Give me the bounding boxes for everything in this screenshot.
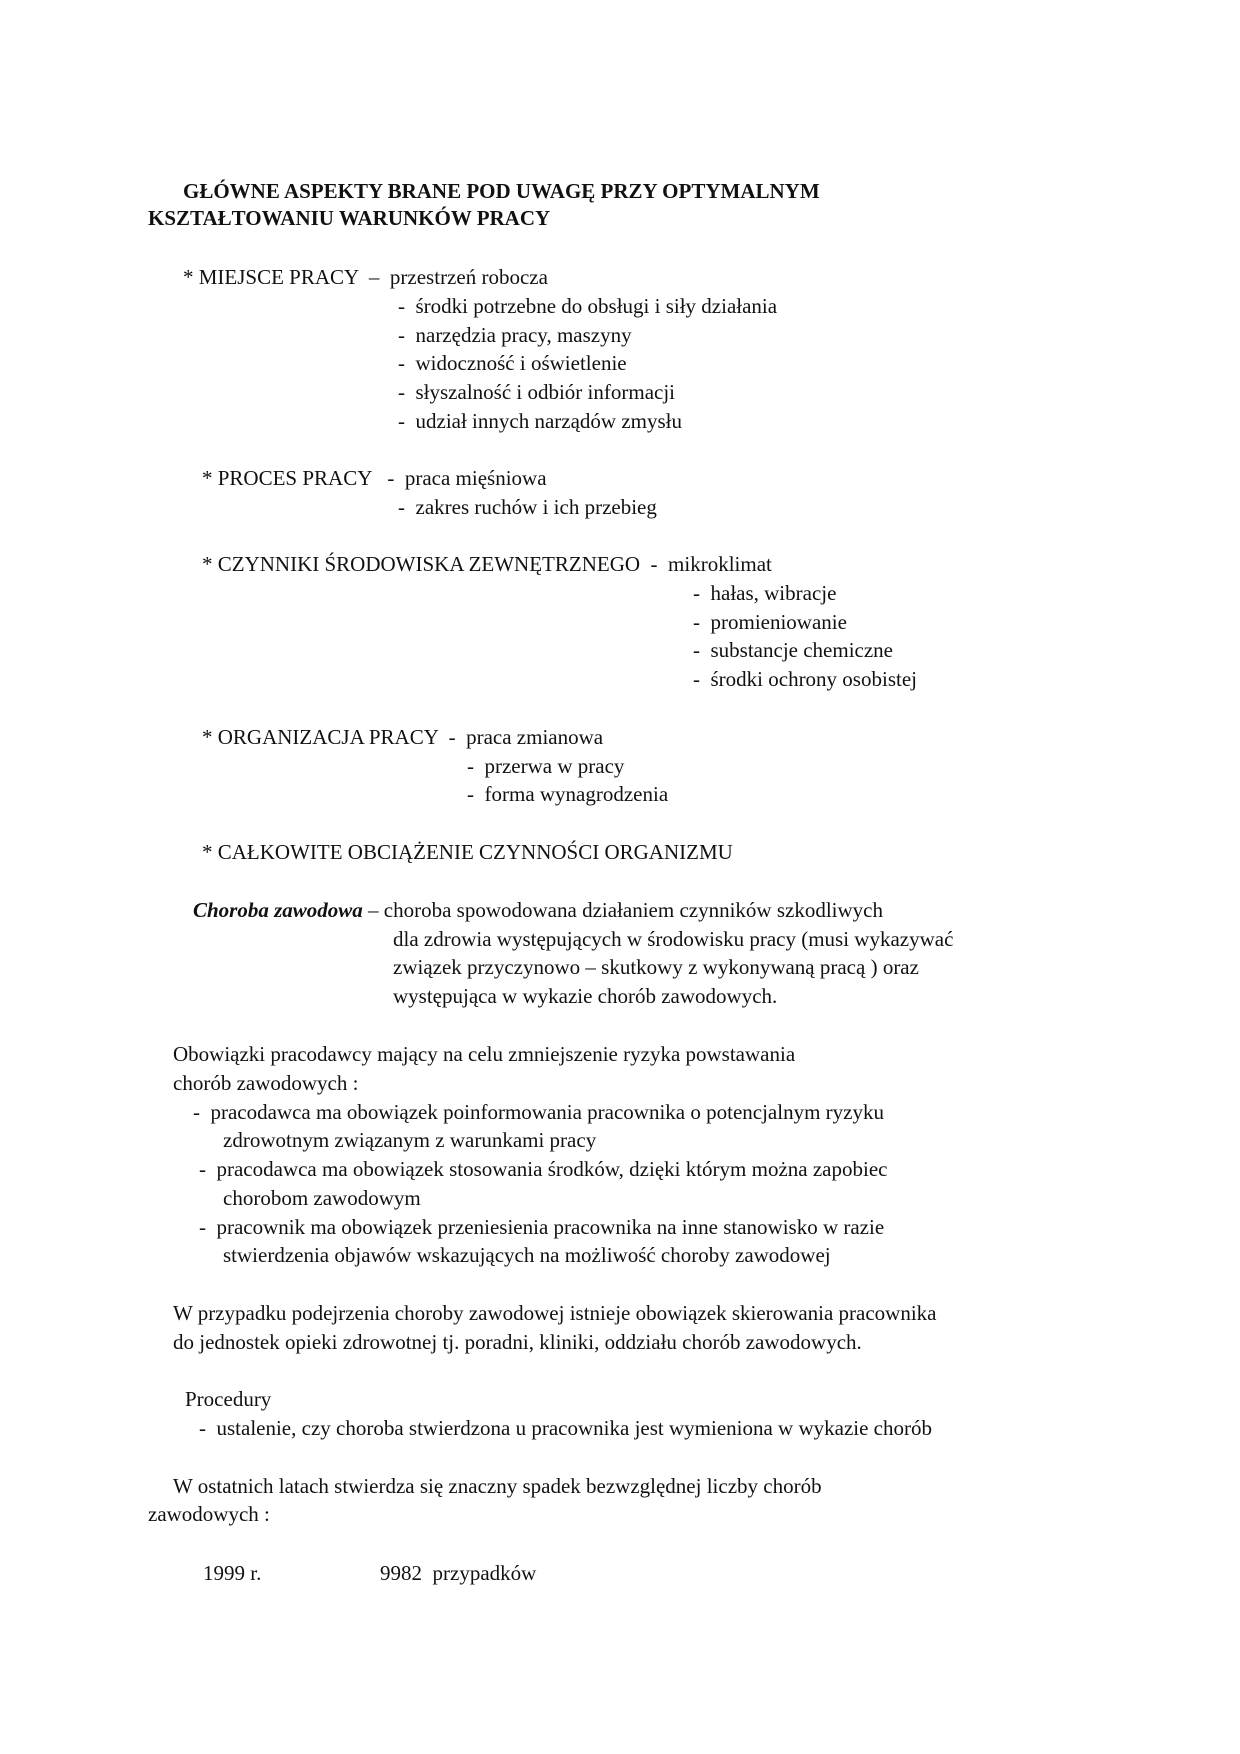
aspect-czynniki-item: - środki ochrony osobistej xyxy=(693,667,917,691)
definition-line-1-rest: – choroba spowodowana działaniem czynników szkodliwych xyxy=(362,898,883,922)
obligation-item-3: - pracownik ma obowiązek przeniesienia pracownika na inne stanowisko w razie xyxy=(199,1215,885,1239)
statistics-year: 1999 r. xyxy=(203,1561,262,1585)
aspect-miejsce-item: - słyszalność i odbiór informacji xyxy=(398,380,676,404)
statistics-line-1: W ostatnich latach stwierdza się znaczny spadek bezwzględnej liczby chorób xyxy=(173,1474,822,1498)
procedures-item: - ustalenie, czy choroba stwierdzona u pracownika jest wymieniona w wykazie chorób xyxy=(199,1416,932,1440)
definition-line-4: występująca w wykazie chorób zawodowych. xyxy=(393,984,778,1008)
aspect-miejsce-item: - narzędzia pracy, maszyny xyxy=(398,323,632,347)
obligation-item-2: - pracodawca ma obowiązek stosowania środków, dzięki którym można zapobiec xyxy=(199,1157,888,1181)
definition-line-1 xyxy=(193,897,883,923)
aspect-czynniki-item: - promieniowanie xyxy=(693,610,847,634)
definition-line-3: związek przyczynowo – skutkowy z wykonywaną pracą ) oraz xyxy=(393,955,919,979)
suspicion-line-1: W przypadku podejrzenia choroby zawodowej istnieje obowiązek skierowania pracownika xyxy=(173,1301,937,1325)
definition-line-2: dla zdrowia występujących w środowisku pracy (musi wykazywać xyxy=(393,927,954,951)
aspect-miejsce-item: - widoczność i oświetlenie xyxy=(398,351,627,375)
obligations-intro-1: Obowiązki pracodawcy mający na celu zmniejszenie ryzyka powstawania xyxy=(173,1042,796,1066)
aspect-proces-heading: * PROCES PRACY - praca mięśniowa xyxy=(202,466,547,490)
aspect-czynniki-item: - substancje chemiczne xyxy=(693,638,893,662)
procedures-heading: Procedury xyxy=(185,1387,272,1411)
statistics-cases: 9982 przypadków xyxy=(380,1561,537,1585)
aspect-organizacja-item: - forma wynagrodzenia xyxy=(467,782,669,806)
obligation-item-3-cont: stwierdzenia objawów wskazujących na możliwość choroby zawodowej xyxy=(223,1243,831,1267)
aspect-organizacja-heading: * ORGANIZACJA PRACY - praca zmianowa xyxy=(202,725,604,749)
aspect-proces-item: - zakres ruchów i ich przebieg xyxy=(398,495,657,519)
aspect-miejsce-item: - udział innych narządów zmysłu xyxy=(398,409,682,433)
aspect-miejsce-heading: * MIEJSCE PRACY – przestrzeń robocza xyxy=(183,265,548,289)
title-line-1: GŁÓWNE ASPEKTY BRANE POD UWAGĘ PRZY OPTYMALNYM xyxy=(183,179,820,203)
aspect-czynniki-heading: * CZYNNIKI ŚRODOWISKA ZEWNĘTRZNEGO - mikroklimat xyxy=(202,552,772,576)
aspect-miejsce-item: - środki potrzebne do obsługi i siły działania xyxy=(398,294,778,318)
aspect-obciazenie-heading: * CAŁKOWITE OBCIĄŻENIE CZYNNOŚCI ORGANIZMU xyxy=(202,840,733,864)
obligations-intro-2: chorób zawodowych : xyxy=(173,1071,359,1095)
aspect-organizacja-item: - przerwa w pracy xyxy=(467,754,625,778)
statistics-line-2: zawodowych : xyxy=(148,1502,270,1526)
title-line-2: KSZTAŁTOWANIU WARUNKÓW PRACY xyxy=(148,206,551,230)
definition-term: Choroba zawodowa xyxy=(193,898,363,922)
obligation-item-2-cont: chorobom zawodowym xyxy=(223,1186,421,1210)
suspicion-line-2: do jednostek opieki zdrowotnej tj. poradni, kliniki, oddziału chorób zawodowych. xyxy=(173,1330,862,1354)
obligation-item-1: - pracodawca ma obowiązek poinformowania pracownika o potencjalnym ryzyku xyxy=(193,1100,884,1124)
aspect-czynniki-item: - hałas, wibracje xyxy=(693,581,837,605)
obligation-item-1-cont: zdrowotnym związanym z warunkami pracy xyxy=(223,1128,597,1152)
